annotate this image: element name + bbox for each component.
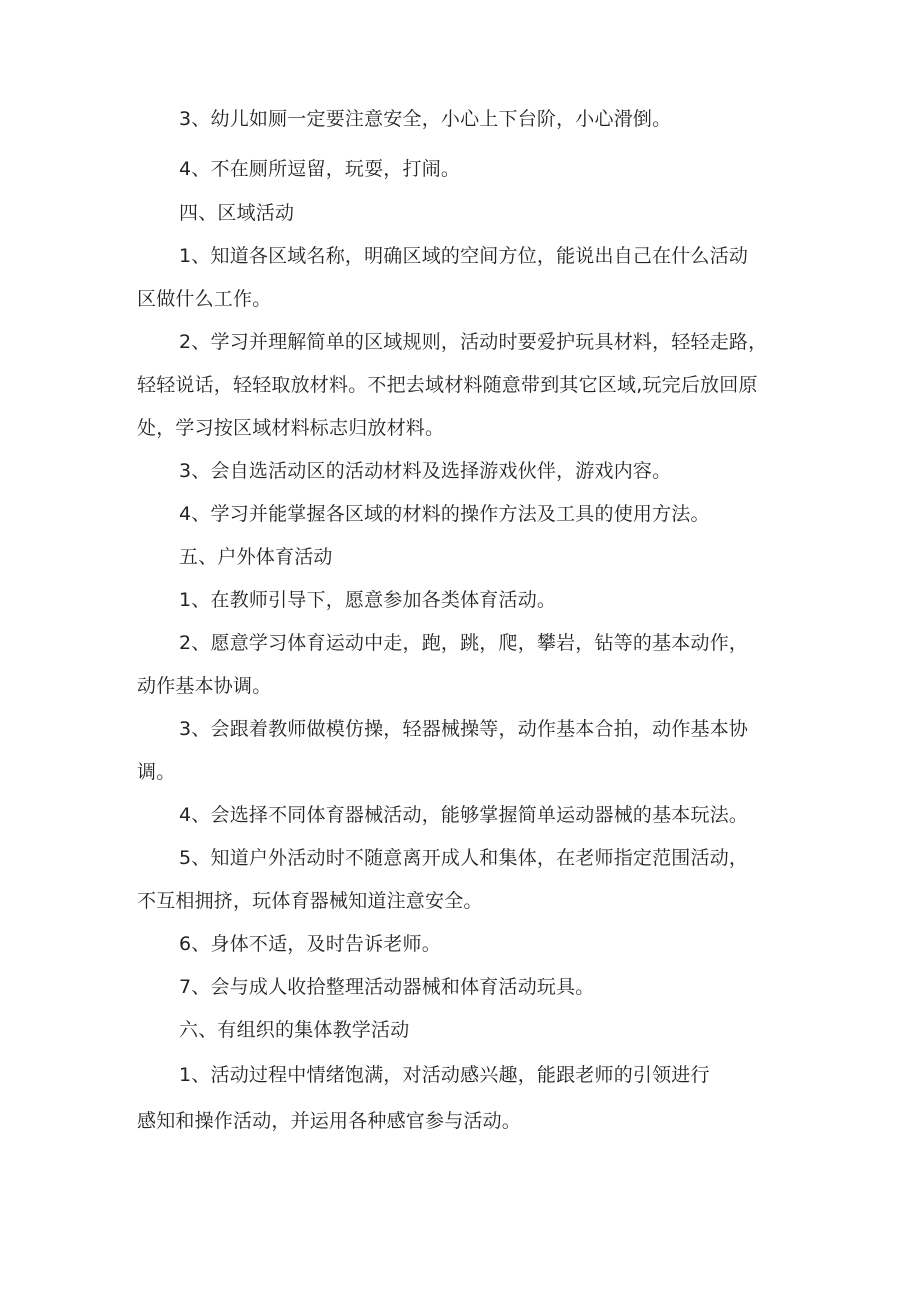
text-line-sports-equipment: 4、会选择不同体育器械活动，能够掌握简单运动器械的基本玩法。 [179,804,749,826]
text-line-emotional-engagement: 1、活动过程中情绪饱满，对活动感兴趣，能跟老师的引领进行 [179,1064,710,1086]
text-line-safety-stairs: 3、幼儿如厕一定要注意安全，小心上下台阶，小心滑倒。 [179,108,672,130]
text-line-imitation-exercise-cont: 调。 [137,761,176,783]
section-heading-group-teaching: 六、有组织的集体教学活动 [179,1019,410,1041]
text-line-choose-materials: 3、会自选活动区的活动材料及选择游戏伙伴，游戏内容。 [179,460,672,482]
text-line-outdoor-safety-cont: 不互相拥挤，玩体育器械知道注意安全。 [137,890,483,912]
text-line-area-rules-cont-1: 轻轻说话，轻轻取放材料。不把去域材料随意带到其它区域,玩完后放回原 [137,374,758,396]
text-line-area-names-cont: 区做什么工作。 [137,288,272,310]
text-line-feeling-unwell: 6、身体不适，及时告诉老师。 [179,933,441,955]
section-heading-area-activities: 四、区域活动 [179,202,295,224]
section-heading-outdoor-sports: 五、户外体育活动 [179,546,333,568]
text-line-outdoor-safety: 5、知道户外活动时不随意离开成人和集体，在老师指定范围活动， [179,847,749,869]
text-line-join-sports: 1、在教师引导下，愿意参加各类体育活动。 [179,589,557,611]
text-line-basic-movements: 2、愿意学习体育运动中走，跑，跳，爬，攀岩，钻等的基本动作， [179,632,749,654]
text-line-area-names: 1、知道各区域名称，明确区域的空间方位，能说出自己在什么活动 [179,245,749,267]
text-line-area-rules: 2、学习并理解简单的区域规则，活动时要爱护玩具材料，轻轻走路， [179,331,768,353]
text-line-tidy-equipment: 7、会与成人收拾整理活动器械和体育活动玩具。 [179,976,595,998]
text-line-imitation-exercise: 3、会跟着教师做模仿操，轻器械操等，动作基本合拍，动作基本协 [179,718,749,740]
text-line-operation-methods: 4、学习并能掌握各区域的材料的操作方法及工具的使用方法。 [179,503,710,525]
text-line-no-lingering: 4、不在厕所逗留，玩耍，打闹。 [179,158,461,180]
text-line-basic-movements-cont: 动作基本协调。 [137,675,272,697]
text-line-area-rules-cont-2: 处，学习按区域材料标志归放材料。 [137,417,445,439]
text-line-emotional-engagement-cont: 感知和操作活动，并运用各种感官参与活动。 [137,1110,522,1132]
